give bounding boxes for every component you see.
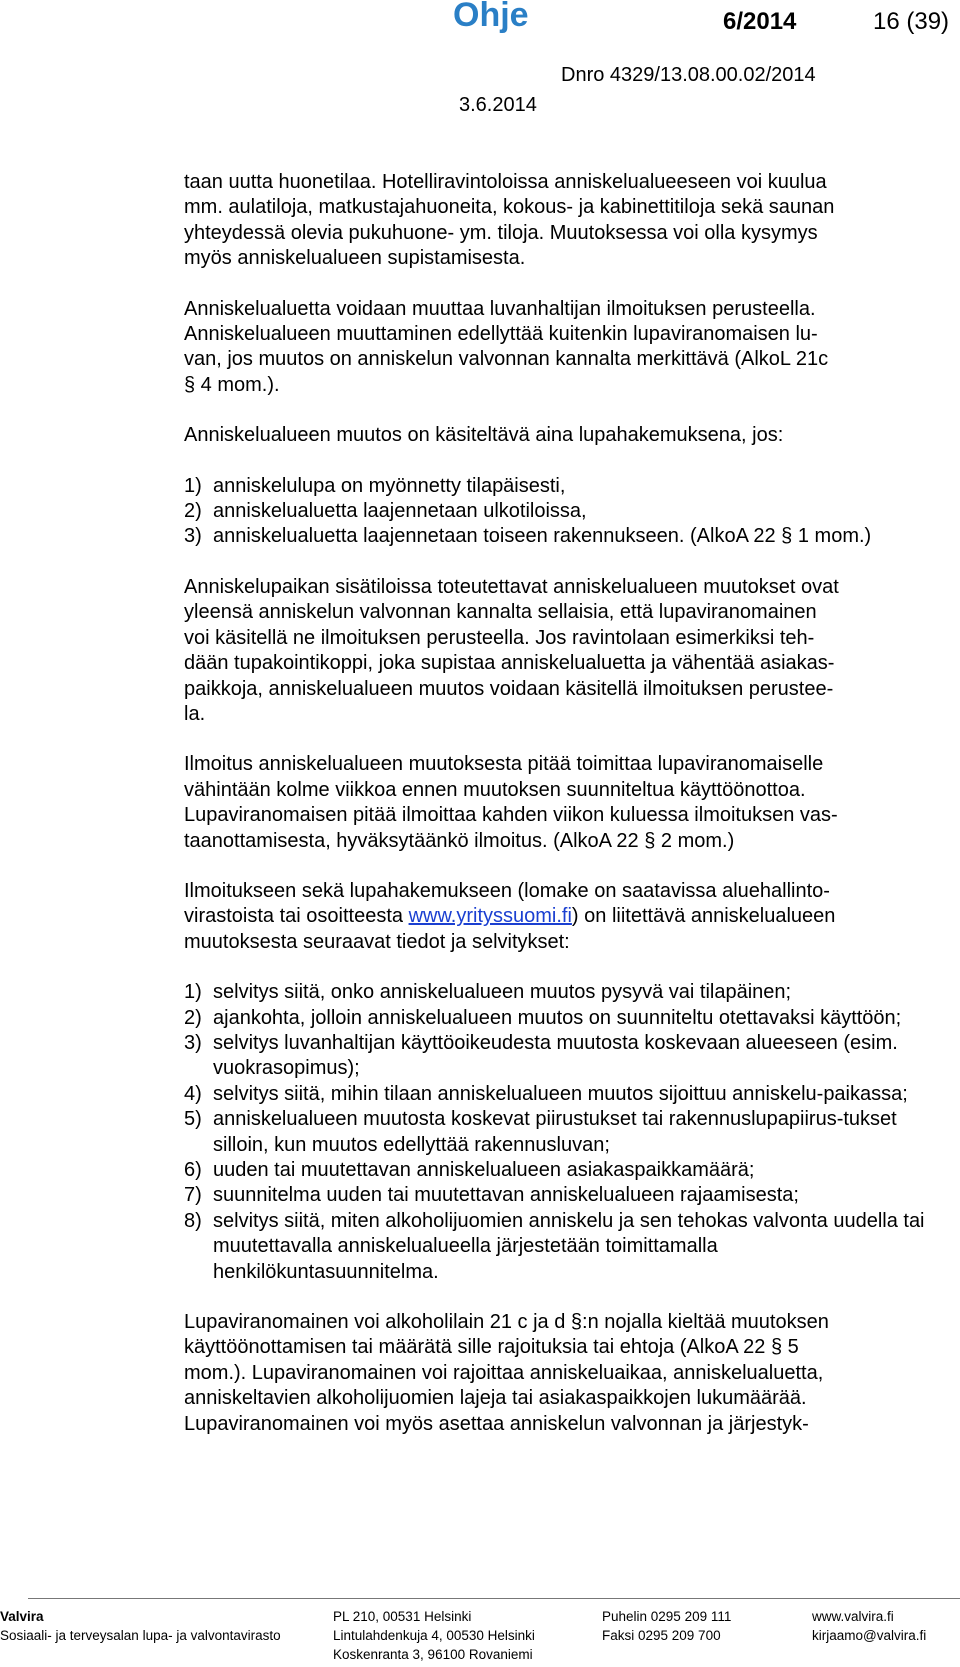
- list-text: anniskelualuetta laajennetaan ulkotiloissa,: [213, 500, 587, 523]
- document-number: 6/2014: [723, 8, 797, 35]
- footer-phone-column: [602, 1607, 731, 1645]
- list-text: selvitys siitä, onko anniskelualueen muutos pysyvä vai tilapäinen;: [213, 981, 792, 1004]
- text-line: yleensä anniskelun valvonnan kannalta sellaisia, että lupaviranomainen: [184, 601, 817, 624]
- page-number: 16 (39): [873, 8, 950, 35]
- list-text: selvitys siitä, miten alkoholijuomien anniskelu ja sen tehokas valvonta uudella tai muutettavalla anniskelualueella järjestetään toimittamalla henkilökuntasuunnitelma.: [213, 1209, 925, 1283]
- list-number: 1): [184, 474, 202, 497]
- footer-address-line: Lintulahdenkuja 4, 00530 Helsinki: [333, 1628, 535, 1643]
- list-text: ajankohta, jolloin anniskelualueen muutos on suunniteltu otettavaksi käyttöön;: [213, 1006, 902, 1029]
- footer-address-line: Koskenranta 3, 96100 Rovaniemi: [333, 1647, 533, 1662]
- list-number: 4): [184, 1082, 202, 1105]
- list-item: [184, 1183, 944, 1208]
- text-line: käyttöönottamisen tai määrätä sille rajoituksia tai ehtoja (AlkoA 22 § 5: [184, 1336, 799, 1359]
- text-line: § 4 mom.).: [184, 373, 280, 396]
- text-segment: virastoista tai osoitteesta: [184, 905, 409, 928]
- text-line: Anniskelualueen muutos on käsiteltävä aina lupahakemuksena, jos:: [184, 424, 784, 447]
- list-number: 2): [184, 1006, 202, 1029]
- footer-contact-column: [812, 1607, 926, 1645]
- document-type-title: Ohje: [453, 0, 529, 34]
- text-line: dään tupakointikoppi, joka supistaa anniskelualuetta ja vähentää asiakas-: [184, 652, 835, 675]
- footer-address-line: PL 210, 00531 Helsinki: [333, 1609, 472, 1624]
- text-line: Lupaviranomainen voi myös asettaa anniskelun valvonnan ja järjestyk-: [184, 1412, 809, 1435]
- text-line: paikkoja, anniskelualueen muutos voidaan käsitellä ilmoituksen perustee-: [184, 677, 834, 700]
- list-number: 3): [184, 1031, 202, 1054]
- paragraph-5: [184, 752, 944, 854]
- list-number: 6): [184, 1159, 202, 1181]
- text-segment: ) on liitettävä anniskelualueen: [571, 905, 836, 928]
- list-number: 1): [184, 981, 202, 1004]
- document-body: [184, 170, 944, 1462]
- text-line: taan uutta huonetilaa. Hotelliravintoloissa anniskelualueeseen voi kuulua: [184, 171, 827, 193]
- paragraph-7: [184, 1310, 944, 1437]
- text-line: van, jos muutos on anniskelun valvonnan kannalta merkittävä (AlkoL 21c: [184, 348, 829, 371]
- text-line: taanottamisesta, hyväksytäänkö ilmoitus. (AlkoA 22 § 2 mom.): [184, 829, 735, 852]
- footer-org: Valvira: [0, 1609, 44, 1624]
- list-item: [184, 1006, 944, 1031]
- list-number: 2): [184, 500, 202, 523]
- paragraph-6: [184, 879, 944, 955]
- list-item: [184, 499, 944, 524]
- list-item: [184, 474, 944, 499]
- text-line: myös anniskelualueen supistamisesta.: [184, 247, 526, 270]
- document-date: 3.6.2014: [459, 94, 537, 116]
- footer-org-full: Sosiaali- ja terveysalan lupa- ja valvontavirasto: [0, 1628, 281, 1643]
- list-item: [184, 1031, 944, 1082]
- text-line: [184, 904, 944, 929]
- text-line: mom.). Lupaviranomainen voi rajoittaa anniskeluaikaa, anniskelualuetta,: [184, 1361, 824, 1384]
- footer-org-column: [0, 1607, 281, 1645]
- yrityssuomi-link[interactable]: www.yrityssuomi.fi: [408, 905, 572, 928]
- text-line: vähintään kolme viikkoa ennen muutoksen suunniteltua käyttöönottoa.: [184, 778, 806, 801]
- list-item: [184, 1082, 944, 1107]
- text-line: muutoksesta seuraavat tiedot ja selvitykset:: [184, 930, 570, 953]
- footer-divider: [28, 1598, 960, 1599]
- list-number: 3): [184, 525, 202, 548]
- list-text: uuden tai muutettavan anniskelualueen asiakaspaikkamäärä;: [213, 1159, 755, 1181]
- paragraph-3: [184, 423, 944, 448]
- requirements-list: [184, 980, 944, 1285]
- list-text: anniskelualueen muutosta koskevat piirustukset tai rakennuslupapiirus-tukset silloin, kun muutos edellyttää rakennusluvan;: [213, 1108, 897, 1156]
- list-item: [184, 1209, 944, 1285]
- list-text: selvitys luvanhaltijan käyttöoikeudesta muutosta koskevaan alueeseen (esim. vuokrasopimus);: [213, 1031, 898, 1080]
- text-line: Lupaviranomaisen pitää ilmoittaa kahden viikon kuluessa ilmoituksen vas-: [184, 804, 838, 827]
- list-item: [184, 1158, 944, 1183]
- footer-fax: Faksi 0295 209 700: [602, 1628, 721, 1643]
- list-number: 5): [184, 1108, 202, 1131]
- list-number: 7): [184, 1184, 202, 1207]
- footer-email[interactable]: kirjaamo@valvira.fi: [812, 1628, 927, 1643]
- text-line: Ilmoitus anniskelualueen muutoksesta pitää toimittaa lupaviranomaiselle: [184, 753, 824, 776]
- text-line: Anniskelualuetta voidaan muuttaa luvanhaltijan ilmoituksen perusteella.: [184, 297, 816, 320]
- paragraph-4: [184, 575, 944, 727]
- text-line: Anniskelualueen muuttaminen edellyttää kuitenkin lupaviranomaisen lu-: [184, 323, 818, 346]
- paragraph-1: [184, 170, 944, 272]
- text-line: Ilmoitukseen sekä lupahakemukseen (lomake on saatavissa aluehallinto-: [184, 879, 830, 902]
- list-text: anniskelualuetta laajennetaan toiseen rakennukseen. (AlkoA 22 § 1 mom.): [213, 525, 872, 548]
- conditions-list: [184, 474, 944, 550]
- list-number: 8): [184, 1209, 202, 1232]
- footer-phone: Puhelin 0295 209 111: [602, 1609, 732, 1624]
- record-number: Dnro 4329/13.08.00.02/2014: [561, 64, 816, 86]
- text-line: yhteydessä olevia pukuhuone- ym. tiloja. Muutoksessa voi olla kysymys: [184, 221, 818, 244]
- list-text: anniskelulupa on myönnetty tilapäisesti,: [213, 474, 566, 497]
- paragraph-2: [184, 297, 944, 399]
- text-line: Anniskelupaikan sisätiloissa toteutettavat anniskelualueen muutokset ovat: [184, 575, 839, 598]
- text-line: Lupaviranomainen voi alkoholilain 21 c ja d §:n nojalla kieltää muutoksen: [184, 1311, 829, 1334]
- list-item: [184, 980, 944, 1005]
- list-text: selvitys siitä, mihin tilaan anniskelualueen muutos sijoittuu anniskelu-paikassa;: [213, 1082, 908, 1105]
- footer-address-column: [333, 1607, 535, 1664]
- text-line: anniskeltavien alkoholijuomien lajeja tai asiakaspaikkojen lukumäärää.: [184, 1387, 807, 1410]
- list-item: [184, 524, 944, 549]
- list-item: [184, 1107, 944, 1158]
- list-text: suunnitelma uuden tai muutettavan anniskelualueen rajaamisesta;: [213, 1184, 799, 1207]
- footer-web[interactable]: www.valvira.fi: [812, 1609, 894, 1624]
- text-line: la.: [184, 702, 206, 725]
- text-line: mm. aulatiloja, matkustajahuoneita, kokous- ja kabinettitiloja sekä saunan: [184, 196, 835, 219]
- text-line: voi käsitellä ne ilmoituksen perusteella. Jos ravintolaan esimerkiksi teh-: [184, 626, 815, 649]
